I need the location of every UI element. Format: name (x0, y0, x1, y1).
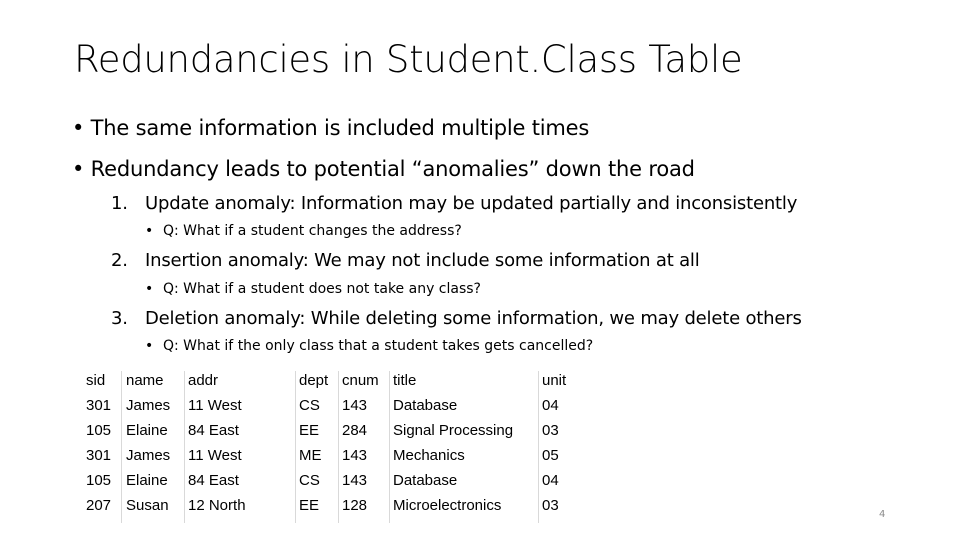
cell-unit: 03 (542, 497, 559, 514)
cell-cnum: 143 (342, 447, 368, 464)
question-text: Q: What if a student does not take any class? (163, 281, 481, 297)
anomaly-item-insertion (111, 250, 700, 271)
cell-dept: EE (299, 422, 320, 439)
anomaly-number: 2. (111, 250, 128, 271)
bullet-item (72, 157, 695, 181)
anomaly-item-deletion (111, 308, 802, 329)
column-header-sid: sid (86, 372, 106, 389)
anomaly-question (145, 223, 462, 239)
cell-sid: 105 (86, 472, 112, 489)
cell-cnum: 143 (342, 472, 368, 489)
table-row (86, 447, 586, 472)
cell-unit: 04 (542, 472, 559, 489)
page-number: 4 (879, 509, 886, 520)
table-row (86, 472, 586, 497)
cell-sid: 207 (86, 497, 112, 514)
table-header-row (86, 372, 586, 397)
column-header-addr: addr (188, 372, 219, 389)
cell-cnum: 128 (342, 497, 368, 514)
cell-dept: CS (299, 472, 320, 489)
question-text: Q: What if the only class that a student takes gets cancelled? (163, 338, 594, 354)
anomaly-question (145, 281, 481, 297)
bullet-text: The same information is included multiple times (90, 116, 590, 140)
bullet-icon: • (145, 223, 154, 239)
cell-title: Signal Processing (393, 422, 514, 439)
cell-title: Database (393, 472, 458, 489)
cell-name: Susan (126, 497, 169, 514)
anomaly-question (145, 338, 593, 354)
cell-dept: CS (299, 397, 320, 414)
table-row (86, 497, 586, 522)
table-row (86, 397, 586, 422)
bullet-icon: • (72, 157, 91, 181)
cell-title: Mechanics (393, 447, 465, 464)
bullet-text: Redundancy leads to potential “anomalies” down the road (90, 157, 695, 181)
anomaly-text: Insertion anomaly: We may not include some information at all (145, 250, 700, 271)
cell-cnum: 143 (342, 397, 368, 414)
cell-sid: 301 (86, 397, 112, 414)
cell-sid: 301 (86, 447, 112, 464)
column-header-title: title (393, 372, 417, 389)
column-header-name: name (126, 372, 164, 389)
cell-dept: ME (299, 447, 322, 464)
cell-name: James (126, 447, 171, 464)
cell-addr: 12 North (188, 497, 246, 514)
cell-addr: 84 East (188, 472, 239, 489)
question-text: Q: What if a student changes the address? (163, 223, 462, 239)
bullet-item (72, 116, 589, 140)
cell-sid: 105 (86, 422, 112, 439)
cell-cnum: 284 (342, 422, 368, 439)
anomaly-text: Update anomaly: Information may be updated partially and inconsistently (145, 193, 798, 214)
cell-addr: 11 West (188, 447, 242, 464)
column-header-cnum: cnum (342, 372, 379, 389)
cell-title: Database (393, 397, 458, 414)
cell-unit: 05 (542, 447, 559, 464)
anomaly-text: Deletion anomaly: While deleting some information, we may delete others (145, 308, 802, 329)
cell-addr: 84 East (188, 422, 239, 439)
cell-unit: 04 (542, 397, 559, 414)
cell-name: Elaine (126, 472, 168, 489)
bullet-icon: • (145, 281, 154, 297)
anomaly-item-update (111, 193, 797, 214)
column-header-dept: dept (299, 372, 329, 389)
cell-addr: 11 West (188, 397, 242, 414)
bullet-icon: • (72, 116, 91, 140)
cell-name: Elaine (126, 422, 168, 439)
cell-unit: 03 (542, 422, 559, 439)
cell-name: James (126, 397, 171, 414)
table-row (86, 422, 586, 447)
anomaly-number: 3. (111, 308, 128, 329)
anomaly-number: 1. (111, 193, 128, 214)
cell-title: Microelectronics (393, 497, 502, 514)
slide-title: Redundancies in Student.Class Table (74, 38, 743, 81)
bullet-icon: • (145, 338, 154, 354)
column-header-unit: unit (542, 372, 567, 389)
cell-dept: EE (299, 497, 320, 514)
